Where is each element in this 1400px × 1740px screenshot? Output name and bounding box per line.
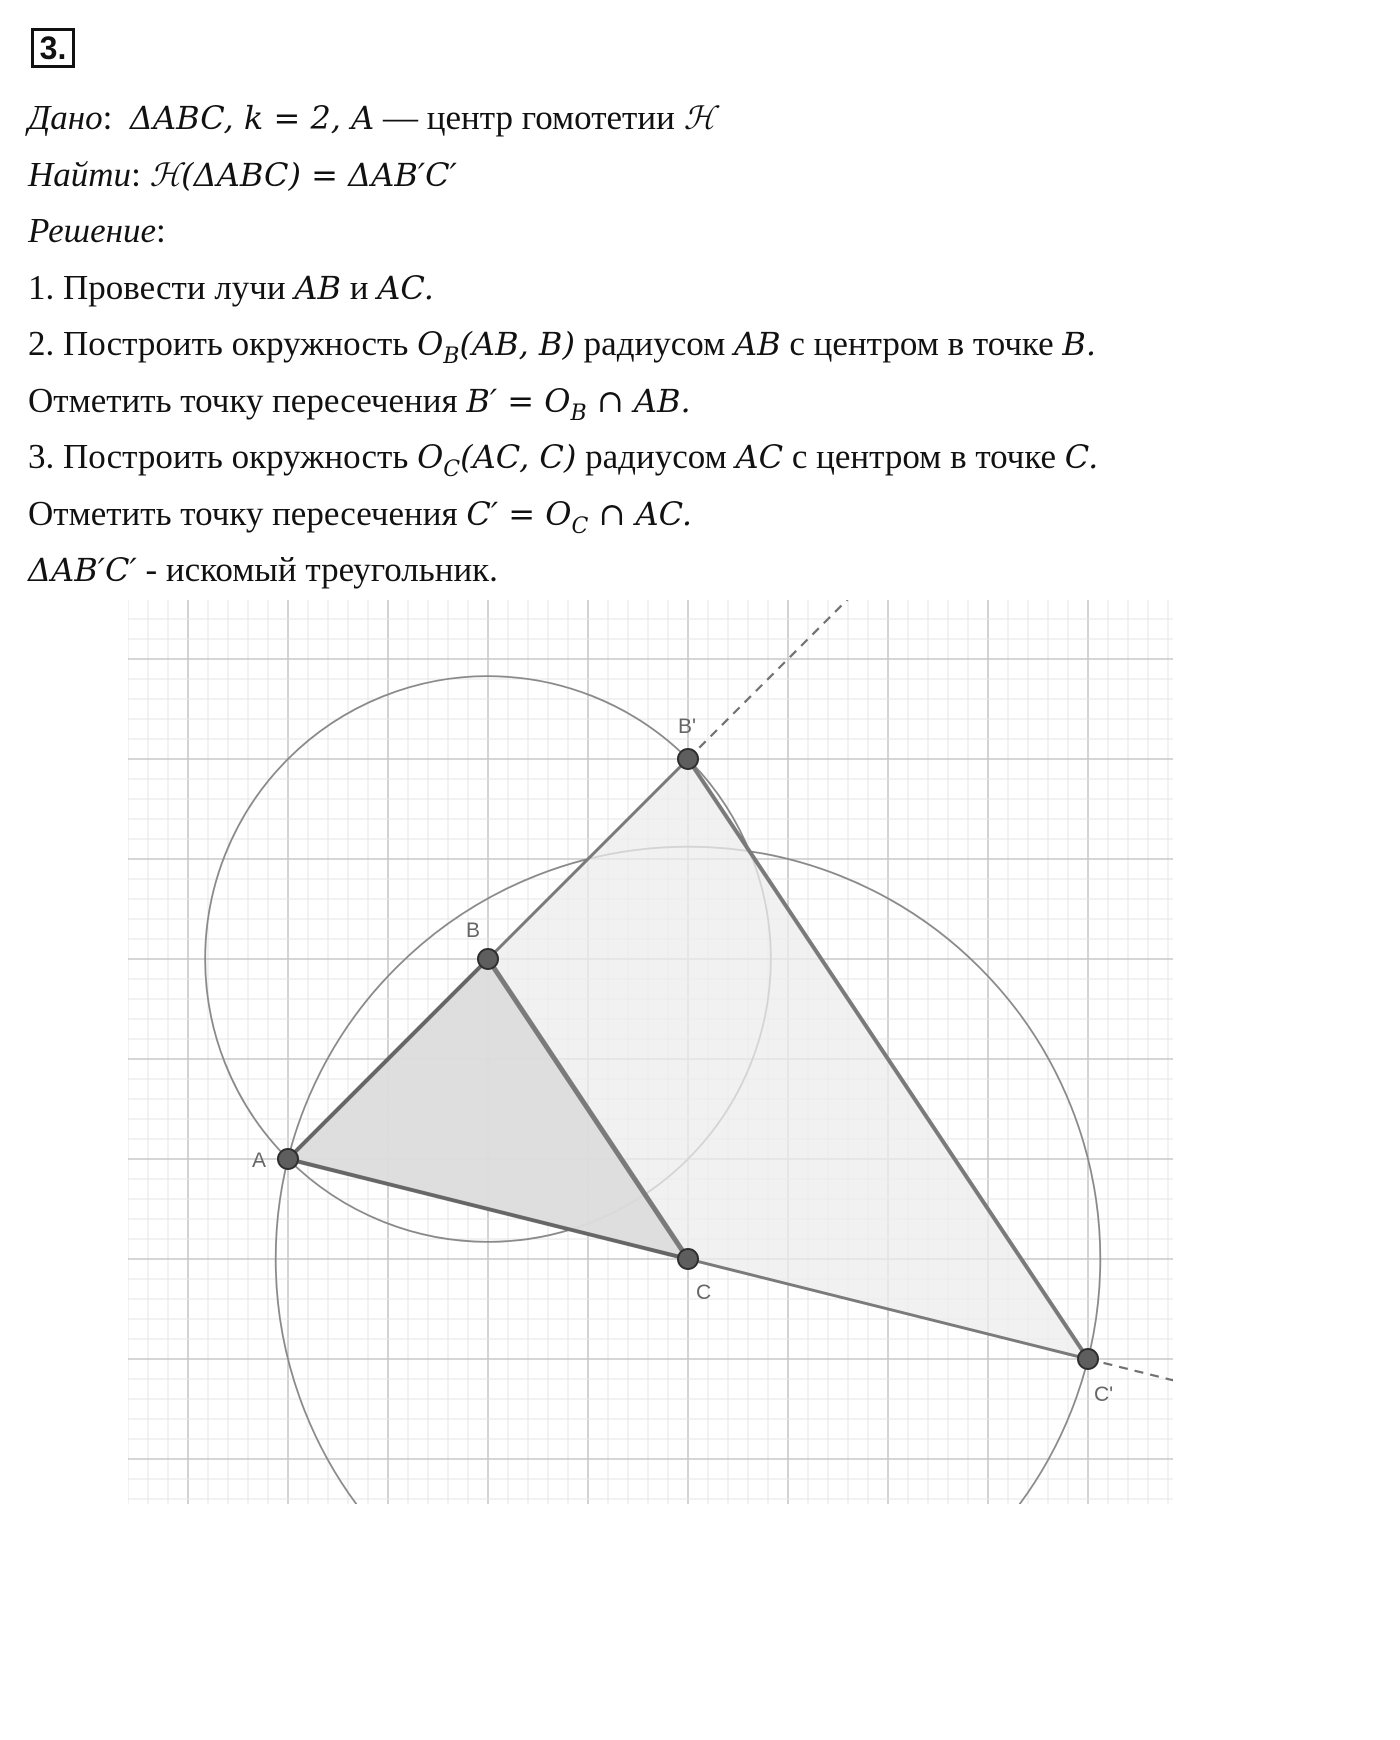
step-2-number: 2.	[28, 324, 55, 363]
point-cp	[1078, 1349, 1098, 1369]
ray-ab-extension	[688, 592, 868, 759]
step-3-mark-sub: C	[571, 513, 589, 539]
step-1-text: Провести лучи	[63, 267, 286, 307]
step-1-number: 1.	[28, 267, 55, 307]
task-number: 3.	[31, 28, 75, 68]
step-3-text-center: с центром в точке	[791, 437, 1057, 476]
step-3-number: 3.	[28, 437, 55, 476]
solution-label: Решение	[28, 211, 157, 250]
step-2-text-center: с центром в точке	[789, 324, 1054, 363]
step-2-end: .	[1085, 325, 1097, 363]
step-2-mark-text: Отметить точку пересечения	[28, 380, 458, 420]
step-2-center: B	[1062, 325, 1086, 363]
step-3-center: C	[1064, 438, 1089, 476]
label-c: C	[696, 1281, 712, 1304]
step-1-conj: и	[349, 267, 369, 307]
step-3-mark-text: Отметить точку пересечения	[28, 493, 458, 533]
construction-svg	[128, 592, 1280, 1652]
step-3-end: .	[1088, 438, 1099, 476]
given-line: Дано: ΔABC, k = 2, A — центр гомотетии ℋ	[28, 98, 716, 137]
label-b: B	[466, 919, 481, 942]
step-2-mark-lhs: B′ = O	[466, 381, 571, 420]
homothety-symbol: ℋ	[683, 99, 716, 137]
point-bp	[678, 749, 698, 769]
problem-text	[28, 90, 1368, 599]
find-label: Найти	[28, 154, 132, 194]
step-3-mark-lhs: C′ = O	[466, 494, 572, 533]
find-line: Найти: ℋ(ΔABC) = ΔAB′C′	[28, 154, 457, 194]
conclusion-math: ΔAB′C′	[28, 551, 137, 589]
step-2-text: Построить окружность	[63, 324, 409, 363]
conclusion-text: - искомый треугольник.	[136, 550, 498, 589]
point-a	[278, 1149, 298, 1169]
given-dash: —	[374, 98, 427, 137]
step-3-mark-rhs: ∩ AC.	[588, 494, 693, 533]
find-expression: ℋ(ΔABC) = ΔAB′C′	[149, 155, 457, 194]
label-cp: C'	[1094, 1383, 1114, 1406]
step-2-circle-symbol: O	[417, 325, 444, 363]
step-2-radius: AB	[734, 325, 781, 363]
label-bp: B'	[678, 715, 697, 738]
conclusion-line	[28, 542, 1368, 599]
step-3	[28, 429, 1368, 486]
given-text: центр гомотетии	[426, 98, 675, 137]
step-3-mark	[28, 486, 1368, 543]
step-3-text: Построить окружность	[63, 437, 409, 476]
label-a: A	[252, 1149, 267, 1172]
step-2-circle-sub: B	[443, 344, 460, 369]
point-b	[478, 949, 498, 969]
given-expression: ΔABC, k = 2, A	[129, 99, 375, 137]
step-2-mark-sub: B	[570, 400, 587, 426]
step-3-text-mid: радиусом	[585, 437, 727, 476]
step-2	[28, 316, 1368, 373]
step-2-circle-args: (AB, B)	[459, 325, 575, 363]
step-1	[28, 260, 1368, 317]
step-3-radius: AC	[735, 438, 784, 476]
step-3-circle-args: (AC, C)	[460, 438, 577, 476]
point-c	[678, 1249, 698, 1269]
step-2-mark	[28, 373, 1368, 430]
step-2-text-mid: радиусом	[583, 324, 726, 363]
step-3-circle-symbol: O	[417, 438, 444, 476]
step-3-circle-sub: C	[443, 457, 461, 482]
step-1-ray-ab: AB	[294, 268, 341, 307]
step-1-end: .	[423, 268, 434, 307]
solution-heading: Решение:	[28, 211, 166, 250]
step-2-mark-rhs: ∩ AB.	[586, 381, 691, 420]
step-1-ray-ac: AC	[377, 268, 424, 307]
construction-figure	[128, 592, 1280, 1652]
given-label: Дано	[28, 98, 103, 137]
